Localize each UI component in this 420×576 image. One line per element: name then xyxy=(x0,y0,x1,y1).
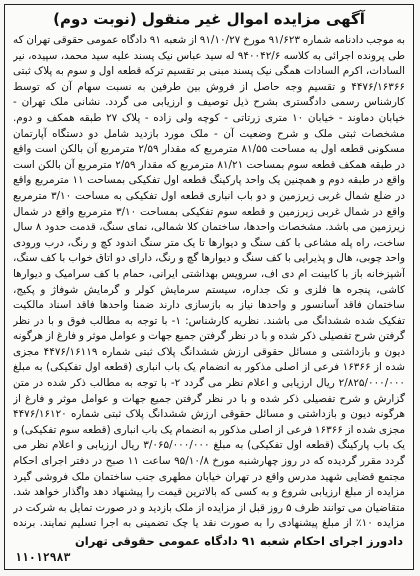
notice-body: به موجب دادنامه شماره ۹۱/۶۲۳ مورخ ۹۱/۱۰/۲۷ از شعبه ۹۱ دادگاه عمومی حقوقی تهران که طی پرونده اجرائی به کلاسه ۹۴۰۰۴۲/۶ له سید عباس نیک پسند علیه سید محمد، سپیده، نیر السادات، اکرم السادات همگی نیک پسند مبنی بر تقسیم ترکه قطعه اول و سوم به پلاک ثبتی ۴۴۷۶/۱۶۳۶۶ و تقسیم وجه حاصل از فروش بین طرفین به نسبت سهام آن که توسط کارشناس رسمی دادگستری بشرح ذیل توصیف و ارزیابی می گردد. نشانی ملک تهران - خیابان دماوند - خیابان ۱۰ متری زرتاتی - کوچه ولی زاده - پلاک ۲۷ طبقه همکف و دوم. مشخصات ثبتی ملک و شرح وضعیت آن - ملک مورد بازدید شامل دو دستگاه آپارتمان مسکونی قطعه اول به مساحت ۸۱/۵۵ مترمربع که مقدار ۲/۵۹ مترمربع آن بالکن است واقع در طبقه همکف قطعه سوم بمساحت ۸۱/۲۱ مترمربع که مقدار ۲/۵۹ مترمربع آن بالکن است واقع در طبقه دوم و همچنین یک واحد پارکینگ قطعه اول تفکیکی بمساحت ۱۱ مترمربع واقع در ضلع شمال غربی زیرزمین و دو باب انباری قطعه اول تفکیکی به مساحت ۳/۱۰ مترمربع واقع در شمال غربی زیرزمین و قطعه سوم تفکیکی بمساحت ۳/۱۰ مترمربع واقع در شمال زیرزمین می باشد. مشخصات واحدها، ساختمان کلا شمالی، نمای سنگ، قدمت حدود ۸ سال ساخت، راه پله مشاعی با کف سنگ و دیوارها تا یک متر سنگ اندود کچ و رنگ، درب ورودی واحد چوبی، هال و پذیرایی با کف سنگ و دیوارها گچ و رنگ، دارای دو اتاق خواب با کف سنگ، آشپزخانه باز با کابینت ام دی اف، سرویس بهداشتی ایرانی، حمام با کف سرامیک و دیوارها کاشی، پنجره ها فلزی و تک جداره، سیستم سرمایش کولر و گرمایش شوفاژ و پکیج، ساختمان فاقد آسانسور و واحدها نیاز به بازسازی دارند ضمنا واحدها فاقد اسناد مالکیت تفکیک شده ششدانگ می باشند. نظریه کارشناس: ۱- با توجه به مطالب فوق و با در نظر گرفتن شرح تفصیلی ذکر شده و با در نظر گرفتن جمیع جهات و عوامل موثر و فارغ از هرگونه دیون و بازداشتی و مسائل حقوقی ارزش ششدانگ پلاک ثبتی شماره ۴۴۷۶/۱۶۱۱۹ مجزی شده از ۱۶۳۶۶ فرعی از اصلی مذکور به انضمام یک باب انباری (قطعه اول تفکیکی) به مبلغ ۲/۸۲۵/۰۰۰/۰۰۰ ریال ارزیابی و اعلام نظر می گردد ۲- با توجه به مطالب ذکر شده در متن گزارش و شرح تفصیلی ذکر شده و با در نظر گرفتن جمیع جهات و عوامل موثر و فارغ از هرگونه دیون و بازداشتی و مسائل حقوقی ارزش ششدانگ پلاک ثبتی شماره ۴۴۷۶/۱۶۱۲۰ مجزی شده از ۱۶۳۶۶ فرعی از اصلی مذکور به انضمام یک باب انباری (قطعه سوم تفکیکی) و یک باب پارکینگ (قطعه اول تفکیکی) به مبلغ ۳/۰۶۵/۰۰۰/۰۰۰ ریال ارزیابی و اعلام نظر می گردد مقرر گردیده که در روز چهارشنبه مورخ ۹۵/۱۰/۸ ساعت ۱۱ صبح در دفتر اجرای احکام مجتمع قضایی شهید مدرس واقع در تهران خیابان مطهری جنب ساختمان ملک فروشی گیرد مزایده از مبلغ ارزیابی شروع و به کسی که بالاترین قیمت را پیشنهاد دهد واگذار خواهد شد. متقاضیان می توانند ظرف ۵ روز قبل از مزایده از ملک بازدید و در صورت تمایل به شرکت در مزایده ۱۰٪ از مبلغ پیشنهادی را به صورت نقد یا چک تضمینی به اجرا تسلیم نمایند. برنده xyxy=(13,34,405,529)
auction-notice xyxy=(4,4,414,570)
notice-signature: دادورز اجرای احکام شعبه ۹۱ دادگاه عمومی حقوقی تهران xyxy=(74,534,403,548)
notice-title: آگهی مزایده اموال غیر منقول (نوبت دوم) xyxy=(53,10,365,28)
notice-code: ۱۱۰۱۲۹۸۳ xyxy=(15,550,71,564)
